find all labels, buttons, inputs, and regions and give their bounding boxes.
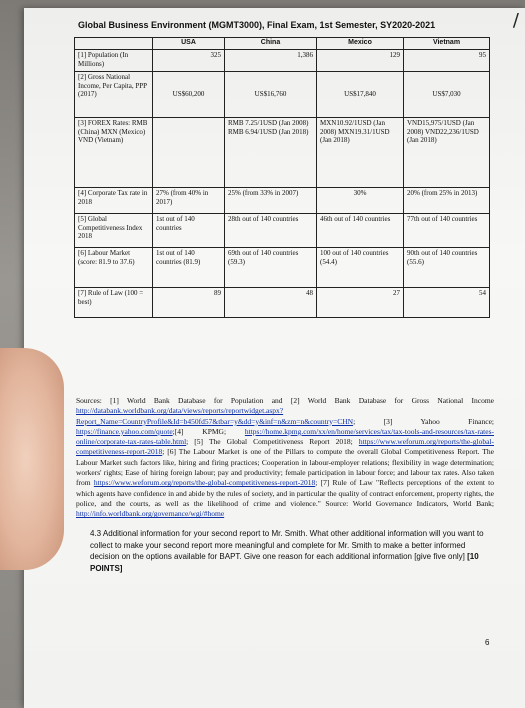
- table-row: [75, 71, 490, 117]
- table-cell: 95: [404, 49, 490, 71]
- header-cell-china: China: [225, 38, 317, 50]
- table-row: [75, 247, 490, 287]
- table-cell: 27: [317, 287, 404, 317]
- sources-text: ; [5] The Global Competitiveness Report 2018;: [186, 437, 359, 447]
- table-cell: US$17,840: [317, 71, 404, 117]
- country-comparison-table: [74, 37, 490, 318]
- row-label: [3] FOREX Rates: RMB (China) MXN (Mexico) VND (Vietnam): [75, 117, 153, 187]
- exam-title: Global Business Environment (MGMT3000), Final Exam, 1st Semester, SY2020-2021: [78, 20, 436, 30]
- sources-text: ; [3] Yahoo Finance;: [353, 416, 494, 426]
- row-label: [5] Global Competitiveness Index 2018: [75, 213, 153, 247]
- table-cell: US$60,200: [153, 71, 225, 117]
- yahoo-finance-link[interactable]: https://finance.yahoo.com/quote: [76, 426, 173, 436]
- question-4-3: [90, 528, 492, 574]
- table-row: [75, 287, 490, 317]
- sources-paragraph: [76, 396, 494, 520]
- page-number: 6: [485, 638, 490, 647]
- weforum-link-2[interactable]: https://www.weforum.org/reports/the-global-competitiveness-report-2018: [93, 478, 316, 488]
- table-cell: 1,386: [225, 49, 317, 71]
- table-cell: 54: [404, 287, 490, 317]
- thumb: [0, 348, 64, 570]
- table-cell: 129: [317, 49, 404, 71]
- worldbank-databank-link[interactable]: http://databank.worldbank.org/data/views/reports/reportwidget.aspx?Report_Name=CountryProfile&Id=b450fd57&tbar=y&dd=y&inf=n&zm=n&country=CHN: [76, 406, 354, 426]
- table-cell: 46th out of 140 countries: [317, 213, 404, 247]
- header-cell-vietnam: Vietnam: [404, 38, 490, 50]
- sources-text: ; [6] The Labour Market is one of the Pillars to compute the overall Global Competitiveness Report. The Labour Market such factors like, hiring and firing practices; Cooperation in labour-employer relations; flexibility in wage determination; workers' rights; Ease of hiring foreign labour; pay and productivity; female participation in labour force; and labour tax rates. Also taken from: [76, 447, 494, 488]
- table-row: [75, 187, 490, 213]
- table-cell: 1st out of 140 countries (81.9): [153, 247, 225, 287]
- question-points: [10 POINTS]: [90, 552, 479, 573]
- table-cell: 28th out of 140 countries: [225, 213, 317, 247]
- table-row: [75, 213, 490, 247]
- sources-text: ;[4] KPMG;: [172, 426, 245, 436]
- table-cell: 100 out of 140 countries (54.4): [317, 247, 404, 287]
- table-cell: 25% (from 33% in 2007): [225, 187, 317, 213]
- row-label: [2] Gross National Income, Per Capita, PPP (2017): [75, 71, 153, 117]
- row-label: [7] Rule of Law (100 = best): [75, 287, 153, 317]
- header-cell-mexico: Mexico: [317, 38, 404, 50]
- table-cell: US$7,030: [404, 71, 490, 117]
- table-row: [75, 117, 490, 187]
- table-cell: 89: [153, 287, 225, 317]
- sources-intro: Sources: [1] World Bank Database for Population and [2] World Bank Database for Gross National Income: [76, 396, 494, 405]
- table-cell: 48: [225, 287, 317, 317]
- table-cell: 325: [153, 49, 225, 71]
- table-row: [75, 49, 490, 71]
- table-cell: 1st out of 140 countries: [153, 213, 225, 247]
- worldbank-governance-link[interactable]: http://info.worldbank.org/governance/wgi/#home: [76, 509, 225, 519]
- table-cell: 20% (from 25% in 2013): [404, 187, 490, 213]
- pen-mark: /: [512, 10, 519, 31]
- table-cell: 30%: [317, 187, 404, 213]
- table-header-row: [75, 38, 490, 50]
- table-cell: MXN10.92/1USD (Jan 2008) MXN19.31/1USD (Jan 2018): [317, 117, 404, 187]
- table-cell: RMB 7.25/1USD (Jan 2008) RMB 6.94/1USD (Jan 2018): [225, 117, 317, 187]
- table-cell: 77th out of 140 countries: [404, 213, 490, 247]
- header-cell-blank: [75, 38, 153, 50]
- row-label: [4] Corporate Tax rate in 2018: [75, 187, 153, 213]
- table-cell: 27% (from 40% in 2017): [153, 187, 225, 213]
- table-cell: VND15,975/1USD (Jan 2008) VND22,236/1USD (Jan 2018): [404, 117, 490, 187]
- kpmg-link[interactable]: https://home.kpmg.com/xx/en/home/services/tax/tax-tools-and-resources/tax-rates-online/corporate-tax-rates-table.html: [76, 426, 494, 447]
- question-text: 4.3 Additional information for your second report to Mr. Smith. What other additional information will you want to collect to make your second report more meaningful and complete for Mr. Smith to make a better informed decision on the options available for BAPT. Give one reason for each additional information [give five only]: [90, 529, 484, 561]
- table-cell: US$16,760: [225, 71, 317, 117]
- row-label: [1] Population (In Millions): [75, 49, 153, 71]
- table-cell: 90th out of 140 countries (55.6): [404, 247, 490, 287]
- header-cell-usa: USA: [153, 38, 225, 50]
- weforum-link[interactable]: https://www.weforum.org/reports/the-global-competitiveness-report-2018: [76, 437, 494, 457]
- table-cell: 69th out of 140 countries (59.3): [225, 247, 317, 287]
- table-cell: [153, 117, 225, 187]
- sources-text: ; [7] Rule of Law "Reflects perceptions of the extent to which agents have confidence in and abide by the rules of society, and in particular the quality of contract enforcement, property rights, the police, and the courts, as well as the likelihood of crime and violence." Source: World Governance Indicators, World Bank;: [76, 478, 494, 508]
- row-label: [6] Labour Market (score: 81.9 to 37.6): [75, 247, 153, 287]
